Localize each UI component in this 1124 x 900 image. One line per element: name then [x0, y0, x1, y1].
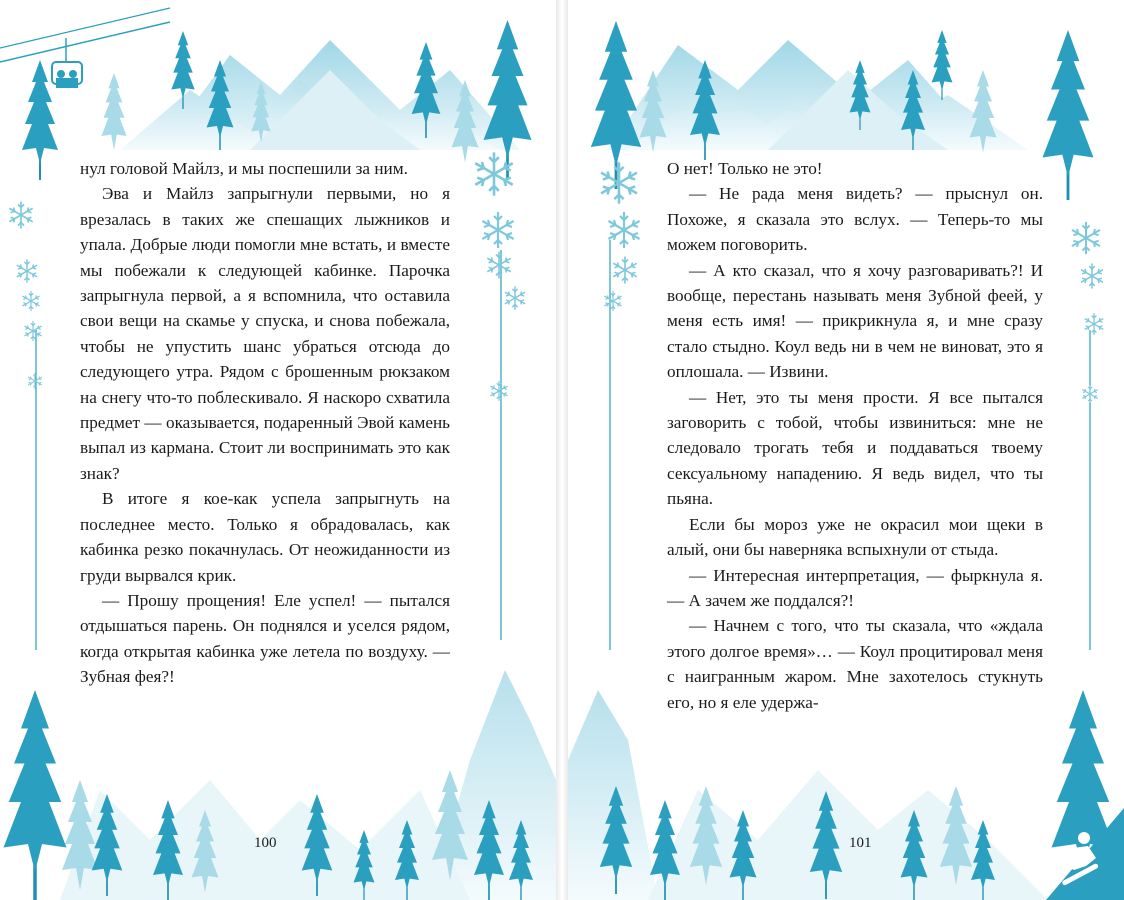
paragraph: — Не рада меня видеть? — прыснул он. Похоже, я сказала это вслух. — Теперь-то мы можем поговорить.: [667, 184, 1043, 255]
paragraph: — Начнем с того, что ты сказала, что «ждала этого долгое время»… — Коул процитировал меня с наигранным жаром. Мне захотелось стукнуть его, но я еле удержа-: [667, 616, 1043, 712]
ski-lift-icon: [0, 8, 170, 88]
page-number-left: 100: [254, 835, 277, 851]
paragraph: — Нет, это ты меня прости. Я все пытался заговорить с тобой, чтобы извиниться: мне не следовало трогать тебя и поддаваться твоему сексуальному нападению. Я ведь видел, что ты пьяна.: [667, 387, 1043, 509]
right-page: [568, 0, 1124, 900]
left-page: [0, 0, 556, 900]
paragraph: В итоге я кое-как успела запрыгнуть на последнее место. Только я обрадовалась, как кабинка резко покачнулась. От неожиданности из груди вырвался крик.: [80, 489, 450, 585]
left-page-text: [80, 156, 450, 690]
paragraph: Эва и Майлз запрыгнули первыми, но я врезалась в таких же спешащих лыжников и упала. Добрые люди помогли мне встать, и вместе мы побежали к следующей кабинке. Парочка запрыгнула первой, а я вспомнила, что оставила свои вещи на скамье у спуска, и снова побежала, чтобы не упустить шанс убраться отсюда до следующего утра. Рядом с брошенным рюкзаком на снегу что-то поблескивало. Я наскоро схватила предмет — оказывается, подаренный Эвой камень выпал из кармана. Стоит ли воспринимать это как знак?: [80, 184, 450, 483]
paragraph: — А кто сказал, что я хочу разговаривать?! И вообще, перестань называть меня Зубной феей, у меня есть имя! — прикрикнула я, и мне сразу стало стыдно. Коул ведь ни в чем не виноват, это я оплошала. — Извини.: [667, 260, 1043, 382]
paragraph: О нет! Только не это!: [667, 159, 823, 178]
mountain-icon: [608, 40, 1028, 150]
right-page-text: [667, 156, 1043, 715]
page-number-right: 101: [849, 835, 872, 851]
paragraph: Если бы мороз уже не окрасил мои щеки в алый, они бы наверняка вспыхнули от стыда.: [667, 514, 1043, 560]
paragraph: — Интересная интерпретация, — фыркнула я. — А зачем же поддался?!: [667, 565, 1043, 610]
paragraph: нул головой Майлз, и мы поспешили за ним.: [80, 159, 408, 178]
paragraph: — Прошу прощения! Еле успел! — пытался отдышаться парень. Он поднялся и уселся рядом, когда открытая кабинка уже летела по воздуху. — Зубная фея?!: [80, 590, 450, 687]
book-gutter: [556, 0, 568, 900]
